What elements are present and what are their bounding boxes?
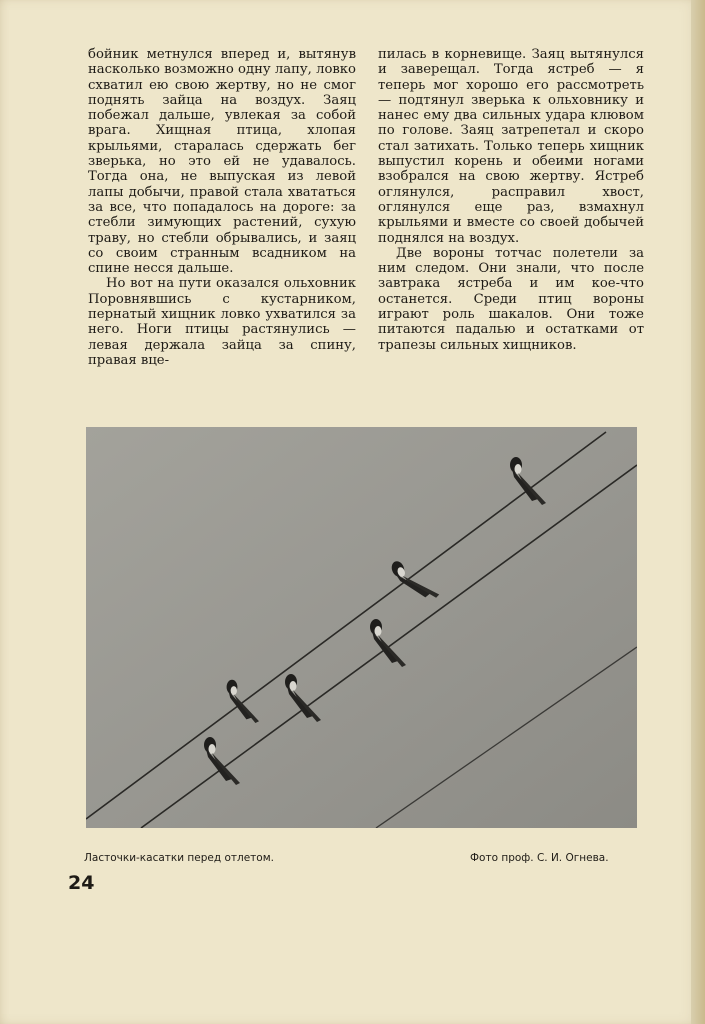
paragraph: пилась в корневище. Заяц вытянулся и заверещал. Тогда ястреб — я теперь мог хорошо его рассмотреть — подтянул зверька к ольховнику и нанес ему два сильных удара клювом по голове. Заяц затрепетал и скоро стал затихать. Только теперь хищник выпустил корень и обеими ногами взобрался на свою жертву. Ястреб оглянулся, расправил хвост, оглянулся еще раз, взмахнул крыльями и вместе со своей добычей поднялся на воздух. [378, 47, 644, 246]
swallows-photo [86, 427, 637, 828]
text-column-left [88, 47, 356, 368]
paragraph: бойник метнулся вперед и, вытянув насколько возможно одну лапу, ловко схватил ею свою жертву, но не смог поднять зайца на воздух. Заяц побежал дальше, увлекая за собой врага. Хищная птица, хлопая крыльями, старалась сдержать бег зверька, но это ей не удавалось. Тогда она, не выпуская из левой лапы добычи, правой стала хвататься за все, что попадалось на дороге: за стебли зимующих растений, сухую траву, но стебли обрывались, и заяц со своим странным всадником на спине несся дальше. [88, 47, 356, 277]
photo-credit: Фото проф. С. И. Огнева. [470, 852, 609, 864]
page-number: 24 [68, 872, 95, 894]
paragraph: Но вот на пути оказался ольховник Поровнявшись с кустарником, пернатый хищник ловко ухватился за него. Ноги птицы растянулись — левая держала зайца за спину, правая вце- [88, 276, 356, 368]
text-column-right [378, 47, 644, 353]
photo-caption: Ласточки-касатки перед отлетом. [84, 852, 274, 864]
page-spine-edge [691, 0, 705, 1024]
swallows-on-wires-picture [86, 427, 637, 828]
paragraph: Две вороны тотчас полетели за ним следом. Они знали, что после завтрака ястреба и им кое-что останется. Среди птиц вороны играют роль шакалов. Они тоже питаются падалью и остатками от трапезы сильных хищников. [378, 245, 644, 353]
